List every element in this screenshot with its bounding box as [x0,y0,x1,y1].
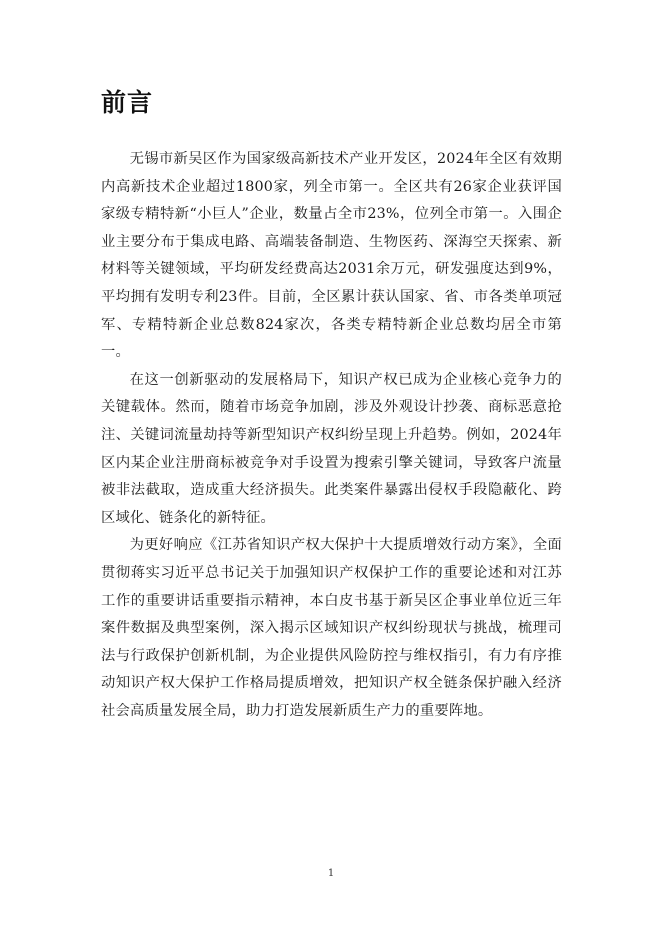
body-text [101,146,562,725]
paragraph-2: 在这一创新驱动的发展格局下，知识产权已成为企业核心竞争力的关键载体。然而，随着市场竞争加剧，涉及外观设计抄袭、商标恶意抢注、关键词流量劫持等新型知识产权纠纷呈现上升趋势。例如，2024年区内某企业注册商标被竞争对手设置为搜索引擎关键词，导致客户流量被非法截取，造成重大经济损失。此类案件暴露出侵权手段隐蔽化、跨区域化、链条化的新特征。 [101,371,562,526]
page-number: 1 [327,868,335,879]
paragraph-3: 为更好响应《江苏省知识产权大保护十大提质增效行动方案》，全面贯彻蒋实习近平总书记关于加强知识产权保护工作的重要论述和对江苏工作的重要讲话重要指示精神，本白皮书基于新吴区企事业单位近三年案件数据及典型案例，深入揭示区域知识产权纠纷现状与挑战，梳理司法与行政保护创新机制，为企业提供风险防控与维权指引，有力有序推动知识产权大保护工作格局提质增效，把知识产权全链条保护融入经济社会高质量发展全局，助力打造发展新质生产力的重要阵地。 [101,537,562,719]
page-title: 前言 [101,88,154,117]
paragraph-1: 无锡市新吴区作为国家级高新技术产业开发区，2024年全区有效期内高新技术企业超过1800家，列全市第一。全区共有26家企业获评国家级专精特新“小巨人”企业，数量占全市23%，位列全市第一。入围企业主要分布于集成电路、高端装备制造、生物医药、深海空天探索、新材料等关键领域，平均研发经费高达2031余万元，研发强度达到9%，平均拥有发明专利23件。目前，全区累计获认国家、省、市各类单项冠军、专精特新企业总数824家次，各类专精特新企业总数均居全市第一。 [101,151,562,361]
